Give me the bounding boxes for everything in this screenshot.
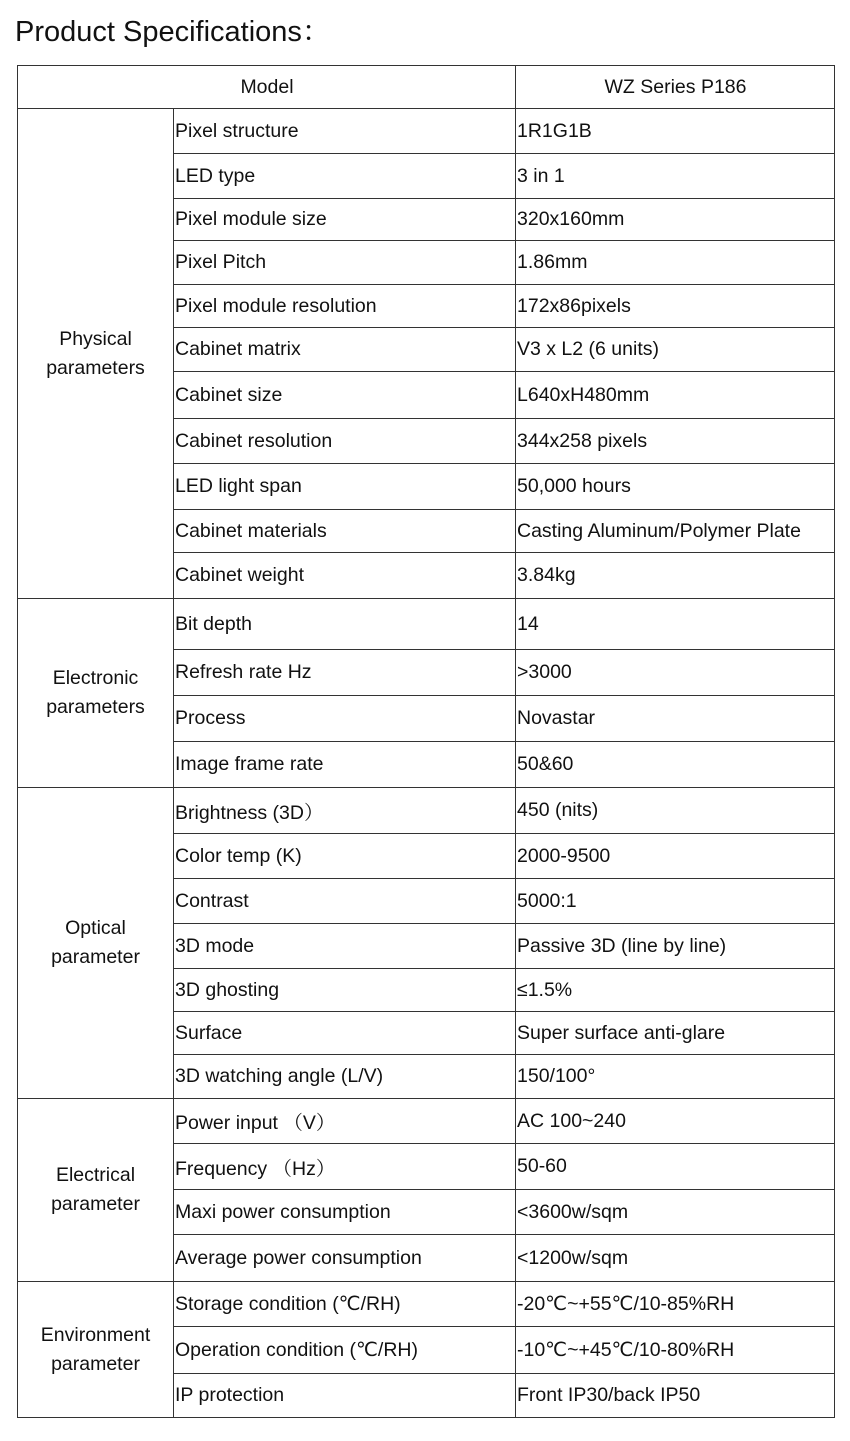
spec-value: <1200w/sqm bbox=[516, 1235, 835, 1282]
group-label: Electronic parameters bbox=[18, 599, 174, 788]
spec-value: 344x258 pixels bbox=[516, 419, 835, 464]
spec-label: Average power consumption bbox=[174, 1235, 516, 1282]
spec-label: Operation condition (℃/RH) bbox=[174, 1327, 516, 1374]
spec-label: Bit depth bbox=[174, 599, 516, 650]
spec-label: Cabinet size bbox=[174, 372, 516, 419]
spec-value: ≤1.5% bbox=[516, 969, 835, 1012]
group-label: Environment parameter bbox=[18, 1282, 174, 1418]
spec-value: -20℃~+55℃/10-85%RH bbox=[516, 1282, 835, 1327]
spec-value: 320x160mm bbox=[516, 199, 835, 241]
spec-value: Passive 3D (line by line) bbox=[516, 924, 835, 969]
spec-label: Storage condition (℃/RH) bbox=[174, 1282, 516, 1327]
spec-value: Super surface anti-glare bbox=[516, 1012, 835, 1055]
spec-value: 450 (nits) bbox=[516, 788, 835, 834]
spec-value: 172x86pixels bbox=[516, 285, 835, 328]
table-header-row bbox=[18, 66, 835, 109]
spec-label: Color temp (K) bbox=[174, 834, 516, 879]
table-row bbox=[18, 109, 835, 154]
spec-label: Pixel module size bbox=[174, 199, 516, 241]
table-row bbox=[18, 1282, 835, 1327]
spec-label: Process bbox=[174, 696, 516, 742]
table-row bbox=[18, 599, 835, 650]
spec-value: Front IP30/back IP50 bbox=[516, 1374, 835, 1418]
spec-value: AC 100~240 bbox=[516, 1099, 835, 1144]
spec-label: Cabinet weight bbox=[174, 553, 516, 599]
spec-label: Brightness (3D） bbox=[174, 788, 516, 834]
spec-label: LED type bbox=[174, 154, 516, 199]
spec-label: Image frame rate bbox=[174, 742, 516, 788]
spec-value: 14 bbox=[516, 599, 835, 650]
table-row bbox=[18, 1099, 835, 1144]
spec-value: 2000-9500 bbox=[516, 834, 835, 879]
group-label: Physical parameters bbox=[18, 109, 174, 599]
spec-label: Cabinet matrix bbox=[174, 328, 516, 372]
group-label: Electrical parameter bbox=[18, 1099, 174, 1282]
spec-value: Novastar bbox=[516, 696, 835, 742]
spec-value: 50-60 bbox=[516, 1144, 835, 1190]
spec-value: V3 x L2 (6 units) bbox=[516, 328, 835, 372]
spec-value: 3.84kg bbox=[516, 553, 835, 599]
spec-label: Cabinet resolution bbox=[174, 419, 516, 464]
spec-label: 3D watching angle (L/V) bbox=[174, 1055, 516, 1099]
spec-label: LED light span bbox=[174, 464, 516, 510]
spec-value: 3 in 1 bbox=[516, 154, 835, 199]
spec-value: -10℃~+45℃/10-80%RH bbox=[516, 1327, 835, 1374]
model-label: Model bbox=[18, 66, 516, 109]
spec-value: 50,000 hours bbox=[516, 464, 835, 510]
spec-value: 50&60 bbox=[516, 742, 835, 788]
model-value: WZ Series P186 bbox=[516, 66, 835, 109]
page-title: Product Specifications： bbox=[15, 16, 331, 48]
spec-value: 150/100° bbox=[516, 1055, 835, 1099]
spec-label: Pixel module resolution bbox=[174, 285, 516, 328]
spec-value: <3600w/sqm bbox=[516, 1190, 835, 1235]
spec-label: 3D mode bbox=[174, 924, 516, 969]
spec-label: Maxi power consumption bbox=[174, 1190, 516, 1235]
spec-value: 1.86mm bbox=[516, 241, 835, 285]
spec-label: Refresh rate Hz bbox=[174, 650, 516, 696]
spec-value: 1R1G1B bbox=[516, 109, 835, 154]
spec-label: Pixel structure bbox=[174, 109, 516, 154]
spec-label: Surface bbox=[174, 1012, 516, 1055]
group-label: Optical parameter bbox=[18, 788, 174, 1099]
spec-label: IP protection bbox=[174, 1374, 516, 1418]
spec-label: Contrast bbox=[174, 879, 516, 924]
table-row bbox=[18, 788, 835, 834]
spec-label: Power input （V） bbox=[174, 1099, 516, 1144]
spec-value: Casting Aluminum/Polymer Plate bbox=[516, 510, 835, 553]
spec-value: >3000 bbox=[516, 650, 835, 696]
spec-table bbox=[17, 65, 835, 1418]
spec-label: 3D ghosting bbox=[174, 969, 516, 1012]
spec-label: Pixel Pitch bbox=[174, 241, 516, 285]
spec-label: Frequency （Hz） bbox=[174, 1144, 516, 1190]
spec-value: L640xH480mm bbox=[516, 372, 835, 419]
spec-label: Cabinet materials bbox=[174, 510, 516, 553]
spec-value: 5000:1 bbox=[516, 879, 835, 924]
